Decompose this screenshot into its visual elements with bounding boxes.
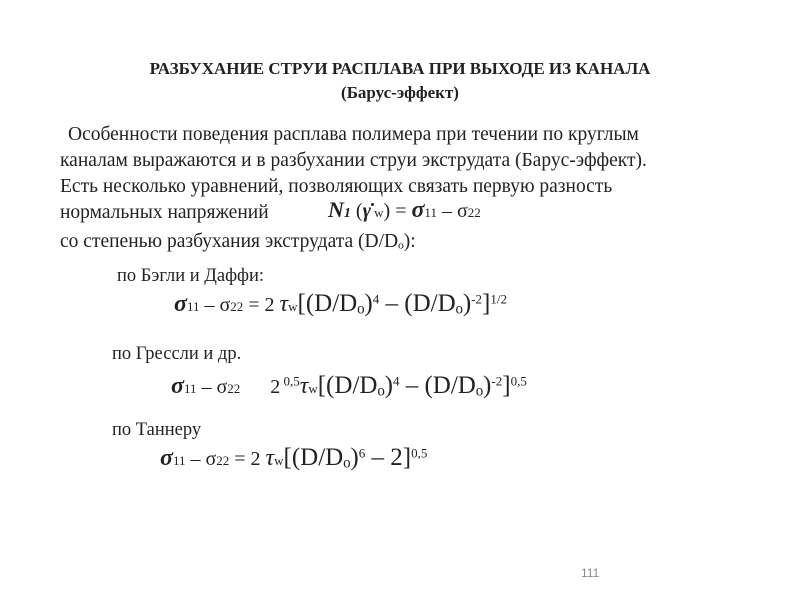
ratio-term-1: [(D/Dₒ) [317, 372, 393, 399]
page-number: 111 [581, 566, 600, 580]
sigma-11-subscript: 11 [172, 453, 186, 468]
sigma-22-subscript: 22 [467, 205, 481, 220]
exponent-2: -2 [471, 291, 483, 307]
minus-sigma: – σ [196, 376, 228, 398]
sigma-11-subscript: 11 [183, 381, 197, 396]
sigma-symbol: σ [160, 445, 173, 471]
sigma-11-subscript: 11 [424, 205, 437, 220]
close-bracket: ] [502, 372, 511, 399]
shear-rate-subscript: w [370, 205, 384, 220]
n1-symbol: N [328, 197, 344, 222]
minus-sigma: – σ [436, 200, 468, 222]
close-bracket: ] [402, 444, 412, 471]
formula-tanner [160, 444, 427, 472]
sigma-22-subscript: 22 [227, 381, 241, 396]
tau-subscript: w [288, 299, 298, 314]
ratio-term-2: – (D/Dₒ) [399, 372, 492, 399]
equals-coefficient: = 2 [243, 294, 280, 316]
exponent-1: 6 [358, 445, 366, 461]
outer-exponent: 0,5 [510, 373, 527, 389]
sigma-22-subscript: 22 [216, 453, 230, 468]
ratio-term-1: [(D/Dₒ) [297, 290, 373, 317]
close-bracket: ] [482, 290, 491, 317]
n1-open-paren: ( [350, 200, 363, 222]
outer-exponent: 0,5 [411, 445, 428, 461]
exponent-1: 4 [372, 291, 380, 307]
tau-subscript: w [308, 381, 318, 396]
sigma-symbol: σ [411, 197, 425, 223]
shear-rate-symbol: γ̇ [362, 200, 371, 222]
n1-formula [328, 197, 481, 224]
method-label-tanner: по Таннеру [112, 420, 202, 440]
equals-coefficient: = 2 [229, 448, 266, 470]
intro-line-4: нормальных напряжений [60, 202, 269, 223]
ratio-term-1: [(D/Dₒ) [283, 444, 359, 471]
exponent-1: 4 [392, 373, 400, 389]
exponent-2: -2 [491, 373, 503, 389]
ratio-term-2: – (D/Dₒ) [379, 290, 472, 317]
intro-line-2: каналам выражаются и в разбухании струи экструдата (Барус-эффект). [60, 150, 647, 171]
minus-sigma: – σ [199, 294, 231, 316]
outer-exponent: 1/2 [490, 291, 507, 307]
slide-title: РАЗБУХАНИЕ СТРУИ РАСПЛАВА ПРИ ВЫХОДЕ ИЗ КАНАЛА [149, 59, 651, 78]
n1-subscript: 1 [343, 206, 351, 221]
sigma-11-subscript: 11 [186, 299, 200, 314]
coefficient-exponent: 0,5 [280, 373, 300, 389]
method-label-graessley: по Грессли и др. [112, 344, 242, 364]
tau-symbol: τ [299, 373, 309, 399]
tau-symbol: τ [265, 445, 275, 471]
ratio-term-2: – 2 [365, 444, 403, 471]
slide-subtitle: (Барус-эффект) [341, 83, 459, 102]
intro-line-3: Есть несколько уравнений, позволяющих связать первую разность [60, 176, 613, 197]
tau-subscript: w [274, 453, 284, 468]
method-label-bagley: по Бэгли и Даффи: [117, 266, 265, 286]
sigma-symbol: σ [171, 373, 184, 399]
formula-bagley [174, 290, 507, 318]
intro-line-5: со степенью разбухания экструдата (D/Dₒ): [60, 231, 416, 252]
minus-sigma: – σ [185, 448, 217, 470]
tau-symbol: τ [279, 291, 289, 317]
formula-graessley [171, 372, 527, 400]
sigma-symbol: σ [174, 291, 187, 317]
coefficient: 2 [270, 376, 281, 398]
intro-line-1: Особенности поведения расплава полимера при течении по круглым [68, 124, 639, 145]
n1-close-paren: ) = [383, 200, 412, 222]
sigma-22-subscript: 22 [230, 299, 244, 314]
